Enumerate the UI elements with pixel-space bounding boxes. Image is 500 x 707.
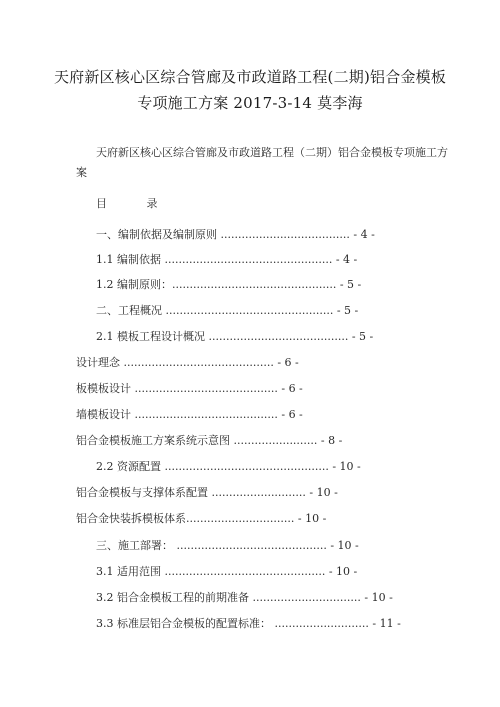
toc-entry[interactable]: 2.1 模板工程设计概况 ........................................ - 5 - [96, 330, 374, 343]
toc-entry[interactable]: 2.2 资源配置 ............................................... - 10 - [96, 460, 361, 473]
toc-entry[interactable]: 1.2 编制原则：............................................... - 5 - [96, 278, 362, 291]
toc-entry[interactable]: 铝合金模板与支撑体系配置 ........................... - 10 - [76, 486, 338, 499]
intro-paragraph: 天府新区核心区综合管廊及市政道路工程（二期）铝合金模板专项施工方案 [76, 146, 448, 179]
toc-entry[interactable]: 铝合金快装拆模板体系............................... - 10 - [76, 512, 327, 525]
toc-entry[interactable]: 3.1 适用范围 .............................................. - 10 - [96, 565, 358, 578]
toc-entry[interactable]: 一、编制依据及编制原则 ..................................... - 4 - [96, 228, 375, 241]
toc-entry[interactable]: 三、施工部署： ........................................... - 10 - [96, 539, 359, 552]
toc-entry[interactable]: 板模板设计 ......................................... - 6 - [76, 382, 303, 395]
toc-entry[interactable]: 3.2 铝合金模板工程的前期准备 ............................... - 10 - [96, 591, 393, 604]
toc-entry[interactable]: 1.1 编制依据 ................................................ - 4 - [96, 253, 358, 266]
toc-entry[interactable]: 设计理念 ........................................... - 6 - [76, 356, 299, 369]
toc-entry[interactable]: 铝合金模板施工方案系统示意图 ........................ - 8 - [76, 434, 343, 447]
toc-entry[interactable]: 二、工程概况 ................................................ - 5 - [96, 304, 359, 317]
document-title-line-2: 专项施工方案 2017-3-14 莫李海 [137, 94, 363, 112]
document-title-line-1: 天府新区核心区综合管廊及市政道路工程(二期)铝合金模板 [53, 68, 447, 86]
toc-entry[interactable]: 3.3 标准层铝合金模板的配置标准： ........................... - 11 - [96, 617, 401, 630]
toc-entry[interactable]: 墙模板设计 ......................................... - 6 - [76, 408, 303, 421]
toc-heading: 目 录 [96, 197, 176, 210]
